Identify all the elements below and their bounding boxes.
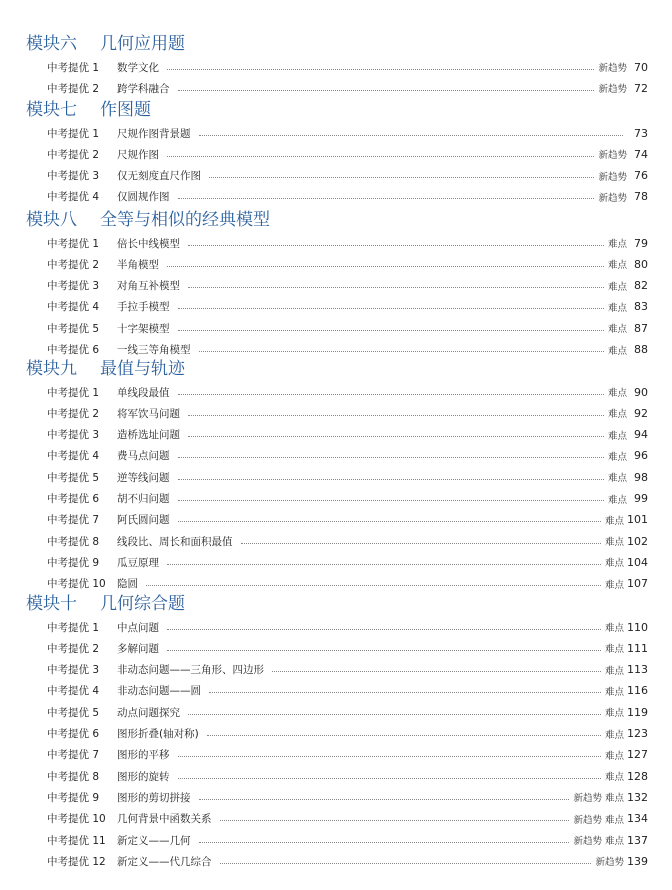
page-number: 88 — [634, 343, 648, 356]
entry-tag: 中考提优 7 — [47, 514, 100, 527]
entry-tag: 中考提优 6 — [47, 493, 100, 505]
page-number: 111 — [627, 641, 648, 655]
entry-badge: 难点 — [604, 644, 624, 656]
entry-tag: 中考提优 8 — [47, 770, 100, 783]
toc-entry[interactable] — [47, 235, 648, 251]
entry-badge: 难点 — [604, 750, 624, 762]
module-title: 几何应用题 — [100, 34, 185, 54]
page-number: 134 — [627, 812, 648, 826]
toc-entry[interactable] — [47, 125, 648, 141]
entry-tag: 中考提优 3 — [47, 664, 100, 677]
page-number: 78 — [634, 190, 648, 204]
entry-badge: 难点 — [607, 281, 627, 293]
page-number: 104 — [627, 555, 648, 569]
leader-dots — [220, 820, 570, 821]
entry-title: 线段比、周长和面积最值 — [117, 535, 233, 548]
page-number: 83 — [634, 300, 648, 314]
toc-entry[interactable] — [47, 80, 648, 96]
entry-title: 十字架模型 — [117, 322, 170, 335]
page-number: 139 — [627, 854, 648, 868]
entry-title: 跨学科融合 — [117, 82, 170, 95]
entry-tag: 中考提优 2 — [47, 148, 100, 161]
entry-title: 几何背景中函数关系 — [117, 813, 212, 826]
entry-tag: 中考提优 4 — [47, 450, 100, 463]
page-number: 98 — [634, 470, 648, 484]
entry-tag: 中考提优 1 — [47, 237, 100, 250]
entry-title: 图形的剪切拼接 — [117, 791, 191, 804]
leader-dots — [178, 330, 604, 331]
page-number: 72 — [634, 81, 648, 95]
page-number: 90 — [634, 385, 648, 399]
entry-badge: 难点 — [604, 537, 624, 549]
page-number: 74 — [634, 147, 648, 161]
entry-tag: 中考提优 2 — [47, 82, 100, 95]
toc-entry[interactable] — [47, 168, 648, 184]
entry-badge: 新趋势 — [598, 171, 627, 183]
module-title: 全等与相似的经典模型 — [100, 210, 270, 230]
leader-dots — [199, 799, 570, 800]
leader-dots — [207, 735, 601, 736]
module-heading — [26, 98, 151, 122]
entry-badge: 新趋势 — [598, 192, 627, 204]
toc-entry[interactable] — [47, 512, 648, 528]
page-number: 107 — [627, 577, 648, 591]
toc-entry[interactable] — [47, 320, 648, 336]
toc-entry[interactable] — [47, 189, 648, 205]
entry-title: 图形的旋转 — [117, 770, 170, 783]
entry-title: 手拉手模型 — [117, 301, 170, 314]
entry-badge: 难点 — [604, 665, 624, 677]
leader-dots — [272, 671, 601, 672]
toc-entry[interactable] — [47, 576, 648, 592]
entry-tag: 中考提优 9 — [47, 791, 100, 804]
entry-tag: 中考提优 1 — [47, 386, 100, 399]
entry-tag: 中考提优 2 — [47, 642, 100, 655]
page-number: 99 — [634, 492, 648, 505]
entry-title: 隐圆 — [117, 578, 138, 591]
leader-dots — [178, 457, 604, 458]
entry-title: 对角互补模型 — [117, 280, 180, 293]
page-number: 92 — [634, 406, 648, 420]
entry-title: 逆等线问题 — [117, 471, 170, 484]
entry-badge: 难点 — [604, 579, 624, 591]
page-number: 101 — [627, 513, 648, 527]
entry-title: 新定义——几何 — [117, 834, 191, 847]
entry-title: 多解问题 — [117, 642, 159, 655]
module-number: 模块六 — [26, 34, 77, 54]
page-number: 113 — [627, 663, 648, 677]
leader-dots — [146, 585, 601, 586]
entry-tag: 中考提优 1 — [47, 61, 100, 74]
module-number: 模块九 — [26, 359, 77, 379]
toc-entry[interactable] — [47, 726, 648, 742]
entry-tag: 中考提优 1 — [47, 621, 100, 634]
toc-entry[interactable] — [47, 768, 648, 784]
entry-title: 胡不归问题 — [117, 493, 170, 505]
page-number: 96 — [634, 449, 648, 463]
leader-dots — [209, 177, 594, 178]
entry-title: 非动态问题——三角形、四边形 — [117, 664, 264, 677]
toc-entry[interactable] — [47, 640, 648, 656]
entry-tag: 中考提优 5 — [47, 471, 100, 484]
entry-badge: 难点 — [604, 558, 624, 570]
entry-tag: 中考提优 10 — [47, 578, 106, 591]
entry-badge: 新趋势 — [598, 84, 627, 96]
entry-title: 将军饮马问题 — [117, 407, 180, 420]
entry-badge: 新趋势 — [595, 857, 624, 869]
entry-tag: 中考提优 4 — [47, 685, 100, 698]
module-heading — [26, 357, 185, 381]
page-number: 137 — [627, 833, 648, 847]
module-heading — [26, 208, 270, 232]
toc-entry[interactable] — [47, 662, 648, 678]
leader-dots — [209, 692, 601, 693]
entry-title: 一线三等角模型 — [117, 344, 191, 356]
entry-tag: 中考提优 1 — [47, 127, 100, 140]
leader-dots — [178, 394, 604, 395]
entry-tag: 中考提优 12 — [47, 855, 106, 868]
entry-title: 新定义——代几综合 — [117, 855, 212, 868]
entry-title: 仅无刻度直尺作图 — [117, 170, 201, 183]
leader-dots — [199, 351, 604, 352]
entry-badge: 难点 — [607, 409, 627, 421]
entry-tag: 中考提优 3 — [47, 170, 100, 183]
toc-entry[interactable] — [47, 146, 648, 162]
page-number: 102 — [627, 534, 648, 548]
page-number: 119 — [627, 705, 648, 719]
entry-badge: 新趋势 — [598, 150, 627, 162]
module-title: 作图题 — [100, 100, 151, 120]
leader-dots — [188, 245, 604, 246]
toc-entry[interactable] — [47, 59, 648, 75]
page-number: 127 — [627, 748, 648, 762]
entry-badge: 难点 — [604, 515, 624, 527]
module-title: 几何综合题 — [100, 594, 185, 614]
page-number: 70 — [634, 60, 648, 74]
entry-badge: 难点 — [607, 451, 627, 463]
page-number: 82 — [634, 279, 648, 293]
module-title: 最值与轨迹 — [100, 359, 185, 379]
entry-badge: 难点 — [607, 239, 627, 250]
toc-entry[interactable] — [47, 342, 648, 358]
entry-badge: 新趋势 难点 — [573, 793, 624, 805]
entry-badge: 难点 — [604, 708, 624, 720]
toc-entry[interactable] — [47, 491, 648, 507]
toc-entry[interactable] — [47, 789, 648, 805]
module-heading — [26, 32, 185, 56]
entry-tag: 中考提优 3 — [47, 280, 100, 293]
entry-badge: 难点 — [604, 772, 624, 784]
toc-entry[interactable] — [47, 533, 648, 549]
entry-badge: 难点 — [607, 494, 627, 506]
toc-entry[interactable] — [47, 278, 648, 294]
toc-entry[interactable] — [47, 469, 648, 485]
toc-entry[interactable] — [47, 683, 648, 699]
entry-title: 仅圆规作图 — [117, 191, 170, 204]
entry-title: 造桥选址问题 — [117, 429, 180, 442]
entry-badge: 难点 — [604, 729, 624, 741]
entry-title: 阿氏圆问题 — [117, 514, 170, 527]
page-number: 128 — [627, 769, 648, 783]
page-number: 116 — [627, 684, 648, 698]
leader-dots — [167, 69, 594, 70]
entry-badge: 难点 — [607, 473, 627, 485]
entry-tag: 中考提优 5 — [47, 322, 100, 335]
module-number: 模块十 — [26, 594, 77, 614]
page-number: 79 — [634, 236, 648, 250]
entry-tag: 中考提优 4 — [47, 301, 100, 314]
entry-badge: 新趋势 — [598, 63, 627, 74]
toc-entry[interactable] — [47, 427, 648, 443]
leader-dots — [178, 198, 595, 199]
entry-tag: 中考提优 6 — [47, 344, 100, 356]
module-number: 模块八 — [26, 210, 77, 230]
entry-tag: 中考提优 2 — [47, 258, 100, 271]
page-number: 80 — [634, 257, 648, 271]
page-number: 132 — [627, 790, 648, 804]
page-number: 73 — [634, 126, 648, 140]
entry-badge: 难点 — [607, 345, 627, 357]
leader-dots — [167, 629, 601, 630]
module-number: 模块七 — [26, 100, 77, 120]
leader-dots — [167, 156, 594, 157]
entry-title: 数学文化 — [117, 61, 159, 74]
entry-title: 尺规作图 — [117, 148, 159, 161]
entry-badge: 难点 — [607, 430, 627, 442]
leader-dots — [188, 287, 604, 288]
toc-entry[interactable] — [47, 405, 648, 421]
entry-title: 尺规作图背景题 — [117, 127, 191, 140]
entry-tag: 中考提优 11 — [47, 834, 106, 847]
entry-tag: 中考提优 2 — [47, 407, 100, 420]
entry-badge: 难点 — [607, 260, 627, 272]
entry-title: 倍长中线模型 — [117, 237, 180, 250]
leader-dots — [241, 543, 601, 544]
entry-title: 半角模型 — [117, 258, 159, 271]
entry-title: 图形的平移 — [117, 749, 170, 762]
entry-title: 费马点问题 — [117, 450, 170, 463]
entry-title: 图形折叠(轴对称) — [117, 728, 199, 740]
page-number: 110 — [627, 620, 648, 634]
entry-badge: 新趋势 难点 — [573, 836, 624, 847]
toc-entry[interactable] — [47, 384, 648, 400]
leader-dots — [178, 778, 601, 779]
leader-dots — [199, 135, 624, 136]
entry-badge: 难点 — [604, 686, 624, 698]
toc-entry[interactable] — [47, 554, 648, 570]
leader-dots — [167, 650, 601, 651]
toc-entry[interactable] — [47, 747, 648, 763]
toc-entry[interactable] — [47, 256, 648, 272]
leader-dots — [178, 308, 604, 309]
leader-dots — [188, 415, 604, 416]
entry-title: 单线段最值 — [117, 386, 170, 399]
entry-badge: 新趋势 难点 — [573, 814, 624, 826]
entry-tag: 中考提优 4 — [47, 191, 100, 204]
entry-badge: 难点 — [607, 388, 627, 399]
entry-badge: 难点 — [607, 302, 627, 314]
entry-title: 动点问题探究 — [117, 706, 180, 719]
entry-title: 瓜豆原理 — [117, 556, 159, 569]
entry-title: 非动态问题——圆 — [117, 685, 201, 698]
leader-dots — [188, 714, 601, 715]
page-number: 76 — [634, 169, 648, 183]
leader-dots — [178, 500, 604, 501]
entry-tag: 中考提优 5 — [47, 706, 100, 719]
leader-dots — [178, 756, 601, 757]
toc-entry[interactable] — [47, 299, 648, 315]
entry-badge: 难点 — [604, 623, 624, 634]
entry-badge: 难点 — [607, 324, 627, 336]
leader-dots — [178, 521, 601, 522]
entry-tag: 中考提优 6 — [47, 728, 100, 740]
toc-entry[interactable] — [47, 619, 648, 635]
page-number: 87 — [634, 321, 648, 335]
page-number: 94 — [634, 428, 648, 442]
leader-dots — [199, 842, 570, 843]
leader-dots — [220, 863, 592, 864]
entry-tag: 中考提优 3 — [47, 429, 100, 442]
entry-tag: 中考提优 8 — [47, 535, 100, 548]
toc-entry[interactable] — [47, 704, 648, 720]
leader-dots — [188, 436, 604, 437]
leader-dots — [167, 564, 601, 565]
leader-dots — [178, 90, 595, 91]
entry-tag: 中考提优 7 — [47, 749, 100, 762]
toc-entry[interactable] — [47, 853, 648, 869]
module-heading — [26, 592, 185, 616]
leader-dots — [167, 266, 604, 267]
toc-entry[interactable] — [47, 832, 648, 848]
toc-entry[interactable] — [47, 811, 648, 827]
toc-entry[interactable] — [47, 448, 648, 464]
page-number: 123 — [627, 727, 648, 740]
leader-dots — [178, 479, 604, 480]
entry-title: 中点问题 — [117, 621, 159, 634]
entry-tag: 中考提优 9 — [47, 556, 100, 569]
entry-tag: 中考提优 10 — [47, 813, 106, 826]
